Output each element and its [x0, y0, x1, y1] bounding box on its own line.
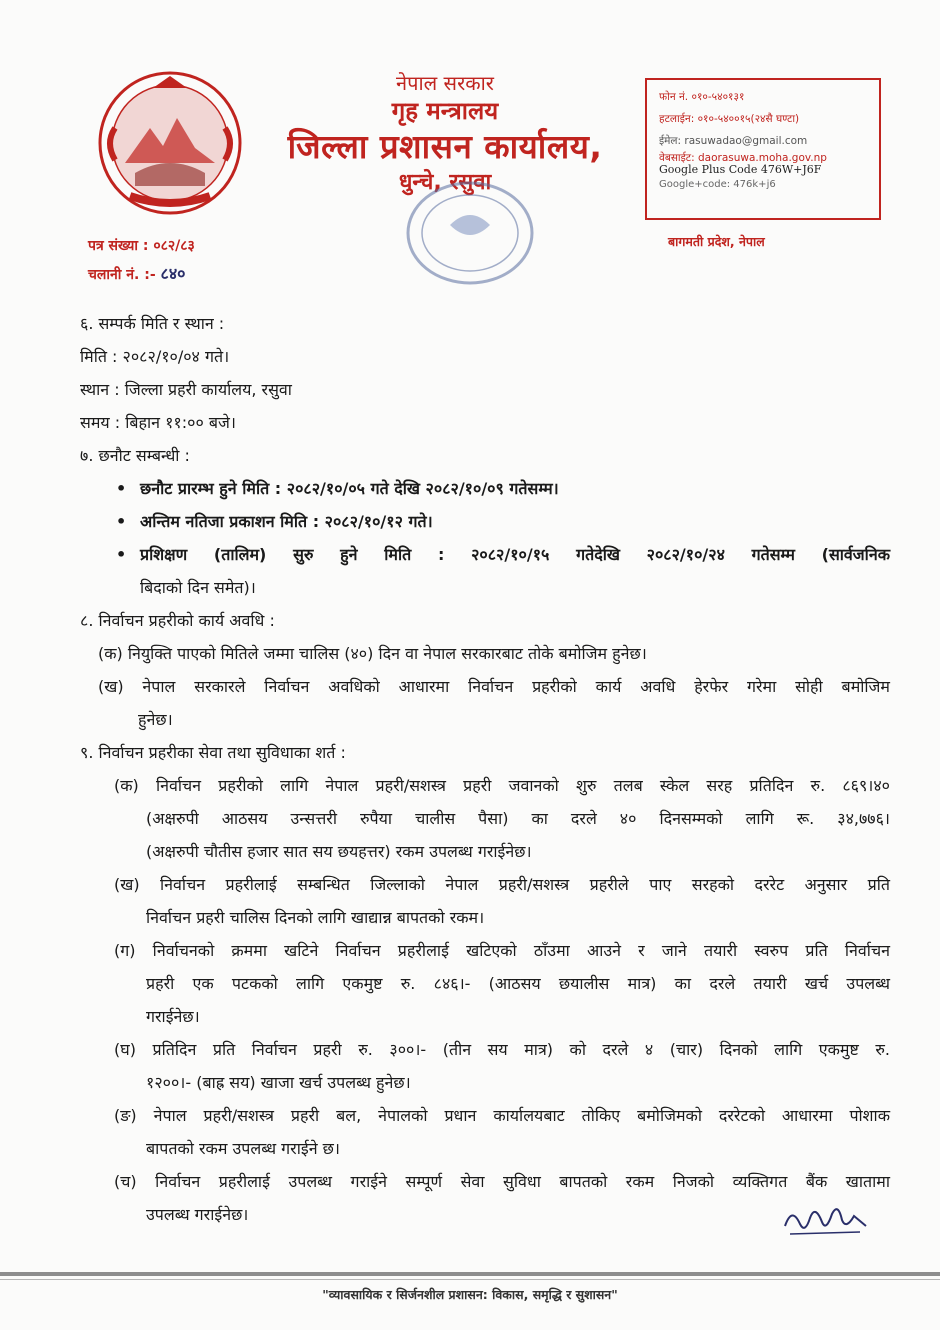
- facility-ka-line2: (अक्षरुपी आठसय उन्सत्तरी रुपैया चालीस पैसा) का दरले ४० दिनसम्मको लागि रू. ३४,७७६।: [146, 809, 890, 828]
- office-seal-stamp-icon: [395, 175, 545, 290]
- document-body: [80, 307, 890, 1231]
- footer-slogan: "व्यावसायिक र सिर्जनशील प्रशासन: विकास, समृद्धि र सुशासन": [322, 1287, 618, 1302]
- reference-numbers: [88, 232, 195, 289]
- contact-box: [645, 78, 881, 220]
- contact-time: समय : बिहान ११:०० बजे।: [80, 413, 236, 432]
- facility-cha-line2: उपलब्ध गराईनेछ।: [146, 1205, 249, 1224]
- work-period-a: (क) नियुक्ति पाएको मितिले जम्मा चालिस (४०) दिन वा नेपाल सरकारबाट तोके बमोजिम हुनेछ।: [98, 644, 647, 663]
- letter-number-value: ०८२/८३: [153, 238, 195, 254]
- facility-ga-line1: (ग) निर्वाचनको क्रममा खटिने निर्वाचन प्रहरीलाई खटिएको ठाँउमा आउने र जाने तयारी स्वरुप प्रति निर्वाचन: [114, 941, 890, 960]
- facility-ga-line3: गराईनेछ।: [146, 1007, 200, 1026]
- contact-place: स्थान : जिल्ला प्रहरी कार्यालय, रसुवा: [80, 380, 292, 399]
- nepal-emblem-icon: [95, 68, 245, 218]
- section-8-title: ८. निर्वाचन प्रहरीको कार्य अवधि :: [80, 611, 275, 630]
- google-code: Google+code: 476k+j6: [659, 179, 776, 190]
- training-start-date: • प्रशिक्षण (तालिम) सुरु हुने मिति : २०८२/१०/१५ गतेदेखि २०८२/१०/२४ गतेसम्म (सार्वजनिक: [80, 538, 890, 571]
- phone-number: फोन नं. ०१०-५४०१३१: [659, 91, 745, 103]
- facility-gha-line1: (घ) प्रतिदिन प्रति निर्वाचन प्रहरी रु. ३००।- (तीन सय मात्र) को दरले ४ (चार) दिनको लागि एकमुष्ट रु.: [114, 1040, 890, 1059]
- signature-icon: [780, 1196, 870, 1244]
- result-publish-date: • अन्तिम नतिजा प्रकाशन मिति : २०८२/१०/१२ गते।: [80, 505, 890, 538]
- section-7-title: ७. छनौट सम्बन्धी :: [80, 446, 190, 465]
- letter-number-label: पत्र संख्या :: [88, 238, 149, 254]
- email-address[interactable]: ईमेल: rasuwadao@gmail.com: [659, 135, 808, 147]
- facility-ga-line2: प्रहरी एक पटकको लागि एकमुष्ट रु. ८४६।- (आठसय छयालीस मात्र) का दरले तयारी खर्च उपलब्ध: [146, 974, 890, 993]
- facility-nga-line1: (ङ) नेपाल प्रहरी/सशस्त्र प्रहरी बल, नेपालको प्रधान कार्यालयबाट तोकिए बमोजिमको दररेटको आधारमा पोशाक: [114, 1106, 890, 1125]
- letter-number: [88, 232, 195, 260]
- ministry-name: गृह मन्त्रालय: [391, 97, 499, 125]
- province-label: बागमती प्रदेश, नेपाल: [668, 234, 765, 249]
- google-plus-code: Google Plus Code 476W+J6F: [659, 163, 822, 176]
- dispatch-number: [88, 260, 195, 289]
- facility-nga-line2: बापतको रकम उपलब्ध गराईने छ।: [146, 1139, 340, 1158]
- facility-kha-line1: (ख) निर्वाचन प्रहरीलाई सम्बन्धित जिल्लाको नेपाल प्रहरी/सशस्त्र प्रहरीले पाए सरहको दररेट अनुसार प्रति: [114, 875, 890, 894]
- hotline-number: हटलाईन: ०१०-५४००१५(२४सै घण्टा): [659, 113, 800, 125]
- section-9-title: ९. निर्वाचन प्रहरीका सेवा तथा सुविधाका शर्त :: [80, 743, 346, 762]
- facility-kha-line2: निर्वाचन प्रहरी चालिस दिनको लागि खाद्यान्न बापतको रकम।: [146, 908, 485, 927]
- facility-cha-line1: (च) निर्वाचन प्रहरीलाई उपलब्ध गराईने सम्पूर्ण सेवा सुविधा बापतको रकम निजको व्यक्तिगत बैंक खातामा: [114, 1172, 890, 1191]
- footer-divider-thin: [0, 1279, 940, 1280]
- work-period-b-cont: हुनेछ।: [138, 710, 173, 729]
- contact-date: मिति : २०८२/१०/०४ गते।: [80, 347, 230, 366]
- office-name: जिल्ला प्रशासन कार्यालय,: [287, 127, 603, 166]
- district-name: धुन्चे, रसुवा: [398, 170, 492, 195]
- section-6-title: ६. सम्पर्क मिति र स्थान :: [80, 314, 225, 333]
- facility-ka-line3: (अक्षरुपी चौतीस हजार सात सय छयहत्तर) रकम उपलब्ध गराईनेछ।: [146, 842, 532, 861]
- dispatch-number-value: ८४०: [160, 264, 186, 283]
- government-name: नेपाल सरकार: [396, 71, 494, 95]
- training-start-date-cont: बिदाको दिन समेत)।: [140, 578, 256, 597]
- footer-divider: [0, 1272, 940, 1276]
- facility-ka-line1: (क) निर्वाचन प्रहरीको लागि नेपाल प्रहरी/सशस्त्र प्रहरी जवानको शुरु तलब स्केल सरह प्रतिदिन रु. ८६९।४०: [114, 776, 890, 795]
- facility-gha-line2: १२००।- (बाह्र सय) खाजा खर्च उपलब्ध हुनेछ।: [146, 1073, 411, 1092]
- work-period-b: (ख) नेपाल सरकारले निर्वाचन अवधिको आधारमा निर्वाचन प्रहरीको कार्य अवधि हेरफेर गरेमा सोही बमोजिम: [98, 677, 890, 696]
- dispatch-number-label: चलानी नं. :-: [88, 267, 156, 283]
- website-link[interactable]: वेबसाईट: daorasuwa.moha.gov.np: [659, 152, 827, 164]
- selection-start-date: • छनौट प्रारम्भ हुने मिति : २०८२/१०/०५ गते देखि २०८२/१०/०९ गतेसम्म।: [80, 472, 890, 505]
